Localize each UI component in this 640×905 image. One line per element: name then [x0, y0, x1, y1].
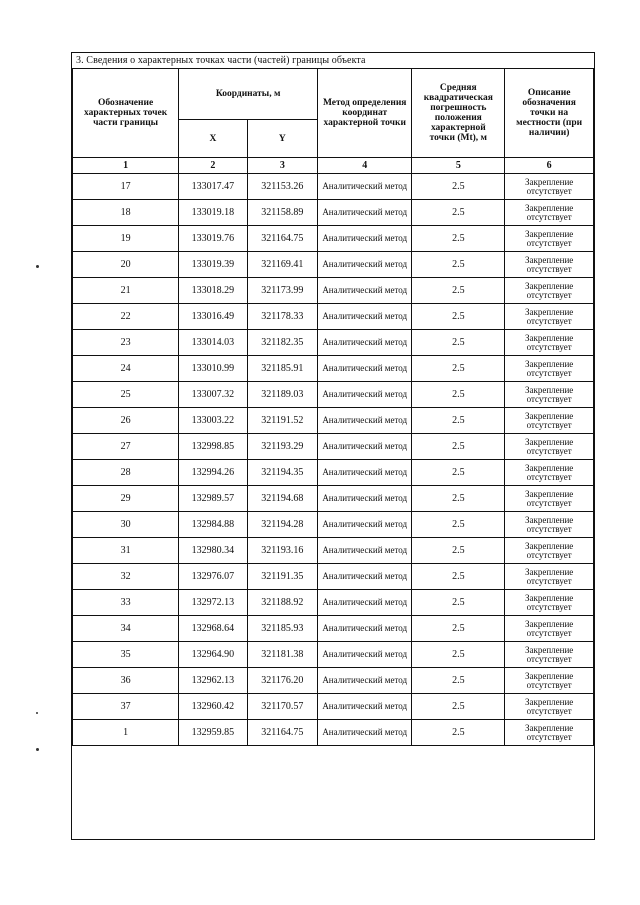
point-cell: 21	[73, 278, 179, 304]
x-coordinate-cell: 132980.34	[179, 538, 247, 564]
accuracy-cell: 2.5	[412, 304, 505, 330]
table-row	[73, 304, 594, 330]
method-cell: Аналитический метод	[318, 564, 412, 590]
method-cell: Аналитический метод	[318, 434, 412, 460]
table-body	[73, 174, 594, 746]
y-coordinate-cell: 321173.99	[247, 278, 317, 304]
point-cell: 34	[73, 616, 179, 642]
y-coordinate-cell: 321193.29	[247, 434, 317, 460]
table-row	[73, 668, 594, 694]
description-cell: Закрепление отсутствует	[505, 304, 594, 330]
y-coordinate-cell: 321191.52	[247, 408, 317, 434]
point-cell: 35	[73, 642, 179, 668]
x-coordinate-cell: 133017.47	[179, 174, 247, 200]
x-coordinate-cell: 133019.39	[179, 252, 247, 278]
table-row	[73, 356, 594, 382]
description-cell: Закрепление отсутствует	[505, 200, 594, 226]
accuracy-cell: 2.5	[412, 694, 505, 720]
table-row	[73, 330, 594, 356]
point-cell: 30	[73, 512, 179, 538]
y-coordinate-cell: 321194.35	[247, 460, 317, 486]
accuracy-cell: 2.5	[412, 460, 505, 486]
accuracy-cell: 2.5	[412, 434, 505, 460]
table-row	[73, 538, 594, 564]
description-cell: Закрепление отсутствует	[505, 538, 594, 564]
x-coordinate-cell: 133019.76	[179, 226, 247, 252]
header-y: Y	[247, 120, 317, 158]
accuracy-cell: 2.5	[412, 252, 505, 278]
point-cell: 27	[73, 434, 179, 460]
document-frame	[71, 52, 595, 840]
description-cell: Закрепление отсутствует	[505, 616, 594, 642]
description-cell: Закрепление отсутствует	[505, 460, 594, 486]
y-coordinate-cell: 321182.35	[247, 330, 317, 356]
description-cell: Закрепление отсутствует	[505, 408, 594, 434]
y-coordinate-cell: 321188.92	[247, 590, 317, 616]
point-cell: 28	[73, 460, 179, 486]
method-cell: Аналитический метод	[318, 252, 412, 278]
description-cell: Закрепление отсутствует	[505, 382, 594, 408]
column-number: 3	[247, 158, 317, 174]
point-cell: 36	[73, 668, 179, 694]
y-coordinate-cell: 321176.20	[247, 668, 317, 694]
column-number: 4	[318, 158, 412, 174]
accuracy-cell: 2.5	[412, 330, 505, 356]
point-cell: 23	[73, 330, 179, 356]
y-coordinate-cell: 321194.68	[247, 486, 317, 512]
table-row	[73, 252, 594, 278]
method-cell: Аналитический метод	[318, 278, 412, 304]
y-coordinate-cell: 321178.33	[247, 304, 317, 330]
header-method: Метод определения координат характерной точки	[318, 69, 412, 158]
x-coordinate-cell: 132994.26	[179, 460, 247, 486]
table-row	[73, 278, 594, 304]
x-coordinate-cell: 132960.42	[179, 694, 247, 720]
accuracy-cell: 2.5	[412, 538, 505, 564]
point-cell: 33	[73, 590, 179, 616]
x-coordinate-cell: 132959.85	[179, 720, 247, 746]
header-description: Описание обозначения точки на местности (при наличии)	[505, 69, 594, 158]
method-cell: Аналитический метод	[318, 642, 412, 668]
accuracy-cell: 2.5	[412, 226, 505, 252]
x-coordinate-cell: 133019.18	[179, 200, 247, 226]
accuracy-cell: 2.5	[412, 668, 505, 694]
point-cell: 20	[73, 252, 179, 278]
method-cell: Аналитический метод	[318, 304, 412, 330]
x-coordinate-cell: 132998.85	[179, 434, 247, 460]
point-cell: 25	[73, 382, 179, 408]
method-cell: Аналитический метод	[318, 668, 412, 694]
y-coordinate-cell: 321164.75	[247, 226, 317, 252]
method-cell: Аналитический метод	[318, 408, 412, 434]
point-cell: 18	[73, 200, 179, 226]
method-cell: Аналитический метод	[318, 174, 412, 200]
accuracy-cell: 2.5	[412, 564, 505, 590]
table-row	[73, 642, 594, 668]
x-coordinate-cell: 132964.90	[179, 642, 247, 668]
method-cell: Аналитический метод	[318, 694, 412, 720]
table-row	[73, 200, 594, 226]
description-cell: Закрепление отсутствует	[505, 668, 594, 694]
x-coordinate-cell: 132962.13	[179, 668, 247, 694]
table-row	[73, 486, 594, 512]
accuracy-cell: 2.5	[412, 200, 505, 226]
column-number: 6	[505, 158, 594, 174]
x-coordinate-cell: 133007.32	[179, 382, 247, 408]
accuracy-cell: 2.5	[412, 590, 505, 616]
description-cell: Закрепление отсутствует	[505, 330, 594, 356]
table-row	[73, 512, 594, 538]
description-cell: Закрепление отсутствует	[505, 174, 594, 200]
accuracy-cell: 2.5	[412, 486, 505, 512]
method-cell: Аналитический метод	[318, 616, 412, 642]
x-coordinate-cell: 133014.03	[179, 330, 247, 356]
description-cell: Закрепление отсутствует	[505, 642, 594, 668]
x-coordinate-cell: 132984.88	[179, 512, 247, 538]
y-coordinate-cell: 321185.93	[247, 616, 317, 642]
y-coordinate-cell: 321193.16	[247, 538, 317, 564]
point-cell: 31	[73, 538, 179, 564]
table-row	[73, 226, 594, 252]
point-cell: 37	[73, 694, 179, 720]
scan-dot	[36, 712, 38, 714]
column-number: 1	[73, 158, 179, 174]
point-cell: 26	[73, 408, 179, 434]
method-cell: Аналитический метод	[318, 512, 412, 538]
column-number: 2	[179, 158, 247, 174]
accuracy-cell: 2.5	[412, 382, 505, 408]
accuracy-cell: 2.5	[412, 616, 505, 642]
description-cell: Закрепление отсутствует	[505, 590, 594, 616]
accuracy-cell: 2.5	[412, 642, 505, 668]
description-cell: Закрепление отсутствует	[505, 434, 594, 460]
table-row	[73, 382, 594, 408]
x-coordinate-cell: 133010.99	[179, 356, 247, 382]
header-coordinates: Координаты, м	[179, 69, 318, 120]
y-coordinate-cell: 321189.03	[247, 382, 317, 408]
method-cell: Аналитический метод	[318, 720, 412, 746]
header-x: X	[179, 120, 247, 158]
point-cell: 29	[73, 486, 179, 512]
accuracy-cell: 2.5	[412, 408, 505, 434]
table-row	[73, 616, 594, 642]
method-cell: Аналитический метод	[318, 538, 412, 564]
y-coordinate-cell: 321164.75	[247, 720, 317, 746]
y-coordinate-cell: 321191.35	[247, 564, 317, 590]
description-cell: Закрепление отсутствует	[505, 356, 594, 382]
table-row	[73, 408, 594, 434]
description-cell: Закрепление отсутствует	[505, 564, 594, 590]
section-title: 3. Сведения о характерных точках части (частей) границы объекта	[76, 55, 366, 66]
point-cell: 24	[73, 356, 179, 382]
description-cell: Закрепление отсутствует	[505, 486, 594, 512]
x-coordinate-cell: 132972.13	[179, 590, 247, 616]
table-row	[73, 720, 594, 746]
method-cell: Аналитический метод	[318, 356, 412, 382]
y-coordinate-cell: 321158.89	[247, 200, 317, 226]
point-cell: 19	[73, 226, 179, 252]
y-coordinate-cell: 321181.38	[247, 642, 317, 668]
table-row	[73, 590, 594, 616]
method-cell: Аналитический метод	[318, 486, 412, 512]
description-cell: Закрепление отсутствует	[505, 512, 594, 538]
point-cell: 32	[73, 564, 179, 590]
point-cell: 17	[73, 174, 179, 200]
y-coordinate-cell: 321153.26	[247, 174, 317, 200]
points-table	[72, 68, 594, 746]
description-cell: Закрепление отсутствует	[505, 694, 594, 720]
point-cell: 22	[73, 304, 179, 330]
y-coordinate-cell: 321185.91	[247, 356, 317, 382]
method-cell: Аналитический метод	[318, 200, 412, 226]
column-number: 5	[412, 158, 505, 174]
accuracy-cell: 2.5	[412, 174, 505, 200]
accuracy-cell: 2.5	[412, 512, 505, 538]
scan-dot	[36, 265, 39, 268]
x-coordinate-cell: 132989.57	[179, 486, 247, 512]
y-coordinate-cell: 321169.41	[247, 252, 317, 278]
table-row	[73, 564, 594, 590]
table-row	[73, 434, 594, 460]
description-cell: Закрепление отсутствует	[505, 720, 594, 746]
accuracy-cell: 2.5	[412, 720, 505, 746]
method-cell: Аналитический метод	[318, 226, 412, 252]
x-coordinate-cell: 133016.49	[179, 304, 247, 330]
y-coordinate-cell: 321170.57	[247, 694, 317, 720]
x-coordinate-cell: 133018.29	[179, 278, 247, 304]
description-cell: Закрепление отсутствует	[505, 252, 594, 278]
method-cell: Аналитический метод	[318, 590, 412, 616]
x-coordinate-cell: 133003.22	[179, 408, 247, 434]
table-row	[73, 460, 594, 486]
header-accuracy: Средняя квадратическая погрешность положения характерной точки (Mt), м	[412, 69, 505, 158]
description-cell: Закрепление отсутствует	[505, 226, 594, 252]
method-cell: Аналитический метод	[318, 460, 412, 486]
y-coordinate-cell: 321194.28	[247, 512, 317, 538]
x-coordinate-cell: 132968.64	[179, 616, 247, 642]
accuracy-cell: 2.5	[412, 278, 505, 304]
method-cell: Аналитический метод	[318, 330, 412, 356]
point-cell: 1	[73, 720, 179, 746]
description-cell: Закрепление отсутствует	[505, 278, 594, 304]
header-point: Обозначение характерных точек части границы	[73, 69, 179, 158]
table-row	[73, 694, 594, 720]
table-row	[73, 174, 594, 200]
accuracy-cell: 2.5	[412, 356, 505, 382]
x-coordinate-cell: 132976.07	[179, 564, 247, 590]
method-cell: Аналитический метод	[318, 382, 412, 408]
scan-dot	[36, 748, 39, 751]
